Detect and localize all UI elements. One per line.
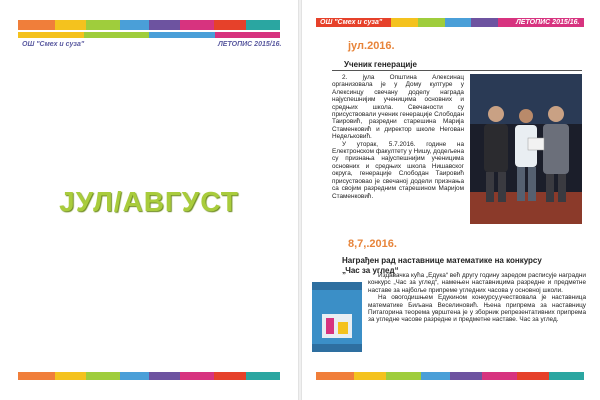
stripe-segment bbox=[246, 372, 280, 380]
person-right-body bbox=[543, 124, 569, 174]
person-right-head bbox=[548, 106, 564, 122]
stripe-segment bbox=[450, 372, 482, 380]
book-cover-footer bbox=[312, 344, 362, 352]
person-left-leg bbox=[498, 172, 506, 202]
section2-paragraph2: На овогодишњем Едукином конкурсу,учествовала је наставница математике Биљана Веселиновић. Њена припрема за наставницу Питагорина теорема уврштена је у зборник репрезентативних припрема за угледне часове разредне и предметне наставе. Час за углед. bbox=[368, 294, 586, 324]
person-left-body bbox=[484, 124, 508, 172]
left-header-stripe-lower bbox=[18, 32, 280, 38]
stripe-segment bbox=[120, 20, 149, 30]
stripe-segment bbox=[149, 372, 180, 380]
section1-title-rule bbox=[332, 70, 582, 71]
stripe-segment bbox=[214, 372, 245, 380]
section1-paragraph2: У уторак, 5.7.2016. године на Електронском факултету у Нишу, додељена су признања најуспешнијим ученицима основних и средњих школа Нишавског округа, генерације Слободан Таировић присуствовао је свечаној додели признања са својим разредним старешином Маријом Стаменковић. bbox=[332, 140, 464, 200]
section2-date: 8,7,.2016. bbox=[348, 238, 397, 250]
stripe-segment bbox=[180, 20, 214, 30]
person-right-leg bbox=[558, 174, 566, 202]
stripe-segment bbox=[18, 372, 55, 380]
stripe-segment bbox=[517, 372, 549, 380]
header-chronicle-year: ЛЕТОПИС 2015/16. bbox=[218, 41, 282, 48]
section1-date: јул.2016. bbox=[348, 40, 395, 52]
book-cover-shape bbox=[338, 322, 348, 334]
stripe-segment bbox=[391, 18, 418, 27]
stripe-segment bbox=[180, 372, 214, 380]
student-head bbox=[519, 109, 533, 123]
stripe-segment bbox=[55, 20, 86, 30]
section2-paragraph1: Издавачка кућа „Едука“ већ другу годину заредом расписује наградни конкурс „Час за углед“, намењен наставницима разредне и предметне наставе за најбоље припреме угледних часова у основној школи. bbox=[368, 272, 586, 294]
header-school-name: ОШ "Смех и суза" bbox=[320, 19, 383, 26]
book-cover-band bbox=[312, 282, 362, 290]
page-title: ЈУЛ/АВГУСТ bbox=[59, 186, 239, 217]
stripe-segment bbox=[86, 20, 120, 30]
award-ceremony-photo bbox=[470, 74, 582, 224]
header-chronicle-year: ЛЕТОПИС 2015/16. bbox=[516, 19, 580, 26]
right-footer-stripe bbox=[316, 372, 584, 380]
person-right-leg bbox=[546, 174, 554, 202]
left-footer-stripe bbox=[18, 372, 280, 380]
stripe-segment bbox=[482, 372, 517, 380]
stripe-segment bbox=[84, 32, 150, 38]
stripe-segment bbox=[149, 32, 215, 38]
student-leg bbox=[528, 167, 536, 201]
stripe-segment bbox=[18, 20, 55, 30]
stripe-segment bbox=[246, 20, 280, 30]
section2-title-line2: „Час за углед“ bbox=[342, 266, 399, 275]
stripe-segment bbox=[215, 32, 281, 38]
stripe-segment bbox=[214, 20, 245, 30]
stripe-segment bbox=[445, 18, 472, 27]
stripe-segment bbox=[149, 20, 180, 30]
book-cover-image bbox=[312, 282, 362, 352]
book-cover-shape bbox=[326, 318, 334, 334]
section2-body bbox=[368, 272, 586, 324]
stripe-segment bbox=[418, 18, 445, 27]
award-diploma bbox=[528, 138, 544, 150]
section1-paragraph1: 2. јула Општина Алексинац организовала је у Дому културе у Алексинцу свечану доделу награда најуспешнијим ученицима основних и средњих школа. Свечаности су присуствовали ученик генерације Слободан Таировић, разредни старешина Марија Стаменковић и директор школе Негован Недељковић. bbox=[332, 74, 464, 141]
section1-title: Ученик генерације bbox=[344, 60, 417, 69]
stripe-segment bbox=[18, 32, 84, 38]
stripe-segment bbox=[354, 372, 386, 380]
header-school-name: ОШ "Смех и суза" bbox=[22, 41, 85, 48]
stripe-segment bbox=[55, 372, 86, 380]
left-page bbox=[0, 0, 298, 400]
section2-title-line1: Награђен рад наставнице математике на конкурсу bbox=[342, 256, 542, 265]
section1-body bbox=[332, 74, 464, 200]
person-left-head bbox=[488, 106, 504, 122]
stripe-segment bbox=[549, 372, 584, 380]
stripe-segment bbox=[471, 18, 498, 27]
left-header-stripe bbox=[18, 20, 280, 30]
stripe-segment bbox=[86, 372, 120, 380]
stripe-segment bbox=[386, 372, 421, 380]
stripe-segment bbox=[421, 372, 450, 380]
stripe-segment bbox=[316, 372, 354, 380]
person-left-leg bbox=[486, 172, 494, 202]
right-page bbox=[302, 0, 600, 400]
stripe-segment bbox=[120, 372, 149, 380]
student-leg bbox=[517, 167, 525, 201]
